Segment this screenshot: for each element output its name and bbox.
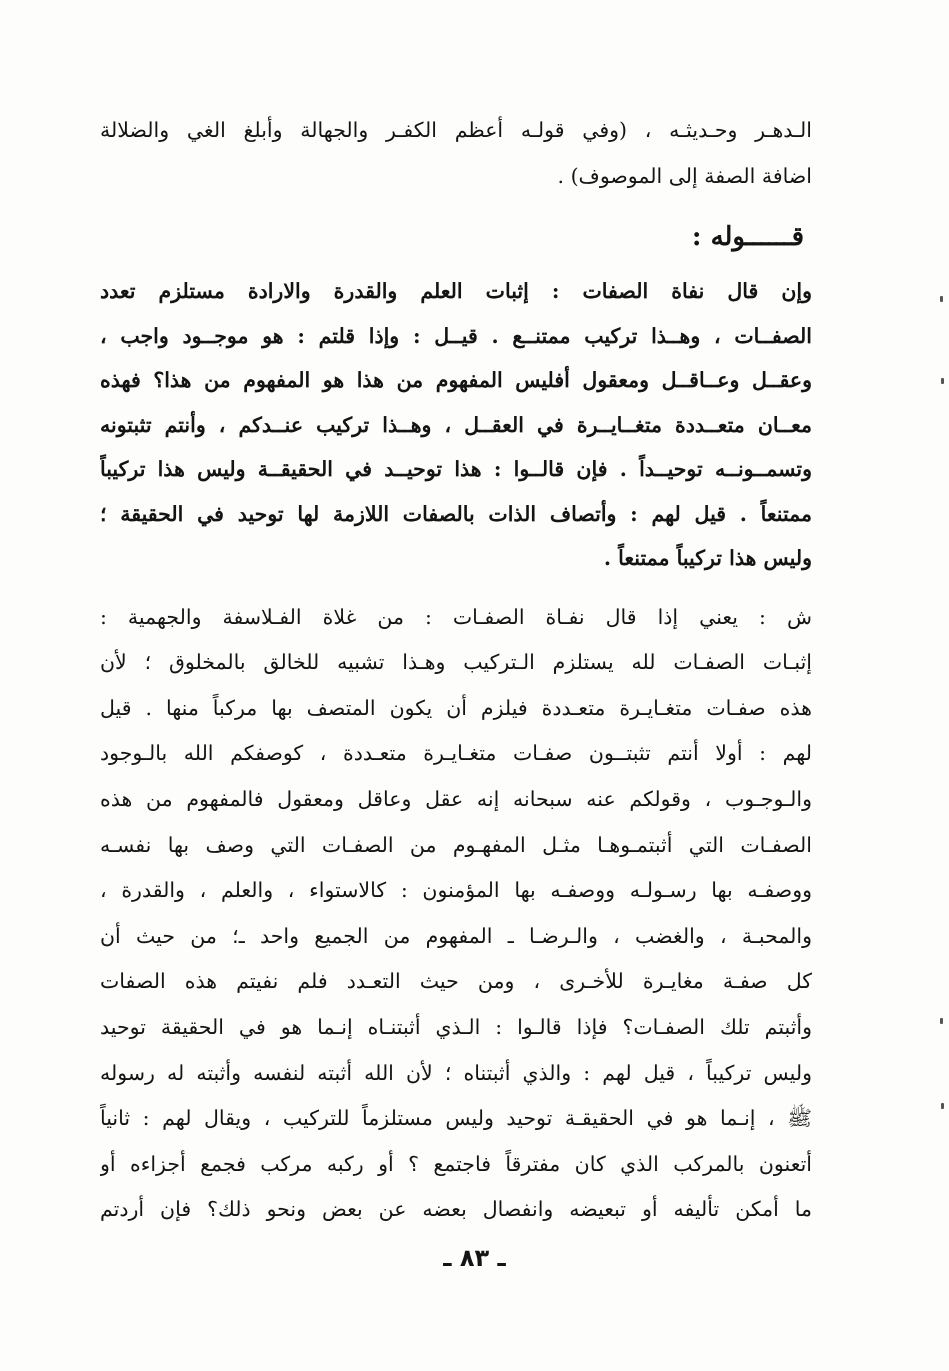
margin-mark: [941, 1103, 944, 1109]
text-line: والمحبـة ، والغضب ، والـرضـا ـ المفهوم من الجميع واحد ـ؛ من حيث أن: [100, 923, 812, 948]
text-line: ما أمكن تأليفه أو تبعيضه وانفصال بعضه عن بعض ونحو ذلك؟ فإن أردتم: [100, 1197, 812, 1222]
text-line: كل صفـة مغايـرة للأخـرى ، ومن حيث التعـدد فلم نفيتم هذه الصفات: [100, 969, 812, 994]
text-line: وإن قال نفاة الصفات : إثبات العلم والقدرة والارادة مستلزم تعدد: [100, 279, 812, 304]
section-heading: قــــــوله :: [691, 222, 804, 253]
margin-mark: [941, 378, 944, 384]
text-line: هذه صفـات متغـايـرة متعـددة فيلزم أن يكون المتصف بها مركباً منها . قيل: [100, 695, 812, 720]
page-number: ـ ٨٣ ـ: [443, 1244, 506, 1272]
margin-mark: [940, 296, 943, 302]
margin-mark: [940, 1018, 943, 1024]
text-line: وليس هذا تركيباً ممتنعاً .: [603, 546, 812, 571]
text-line: اضافة الصفة إلى الموصوف) .: [557, 163, 812, 188]
text-line: وتسمــونــه توحيــداً . فإن قالــوا : هذا توحيــد في الحقيقــة وليس هذا تركيباً: [100, 457, 812, 482]
text-line: وعقــل وعــاقــل ومعقول أفليس المفهوم من هذا هو المفهوم من هذا؟ فهذه: [100, 368, 812, 393]
text-line: أتعنون بالمركب الذي كان مفترقاً فاجتمع ؟ أو ركبه مركب فجمع أجزاءه أو: [100, 1151, 812, 1176]
commentary-paragraph: [100, 595, 812, 1233]
text-line: ممتنعاً . قيل لهم : وأتصاف الذات بالصفات اللازمة لها توحيد في الحقيقة ؛: [100, 501, 812, 526]
text-line: الصفــات ، وهــذا تركيب ممتنــع . قيــل : وإذا قلتم : هو موجــود واجب ،: [100, 323, 812, 348]
text-line: والـوجـوب ، وقولكم عنه سبحانه إنه عقل وعاقل ومعقول فالمفهوم من هذه: [100, 787, 812, 812]
opening-paragraph: [100, 108, 812, 199]
text-line: ووصفـه بها رسـولـه ووصفـه بها المؤمنون : كالاستواء ، والعلم ، والقدرة ،: [100, 878, 812, 903]
text-line: الصفـات التي أثبتمـوهـا مثـل المفهـوم من الصفـات التي وصف بها نفسـه: [100, 832, 812, 857]
text-line: وليس تركيباً ، قيل لهم : والذي أثبتناه ؛ لأن الله أثبته لنفسه وأثبته له رسوله: [100, 1060, 812, 1085]
text-line: إثبـات الصفـات لله يستلزم الـتركيب وهـذا تشبيه للخالق بالمخلوق ؛ لأن: [100, 650, 812, 675]
text-line: الـدهـر وحـديثـه ، (وفي قولـه أعظم الكفـر والجهالة وأبلغ الغي والضلالة: [100, 118, 812, 142]
text-line: ﷺ ، إنـما هو في الحقيقـة توحيد وليس مستلزماً للتركيب ، ويقال لهم : ثانياً: [100, 1106, 812, 1131]
text-line: ش : يعني إذا قال نفـاة الصفـات : من غلاة الفـلاسفة والجهمية :: [100, 604, 812, 629]
text-line: لهم : أولا أنتم تثبتــون صفـات متغـايـرة متعـددة ، كوصفكم الله بالـوجود: [100, 741, 812, 766]
text-line: وأثبتم تلك الصفـات؟ فإذا قالـوا : الـذي أثبتنـاه إنـما هو في الحقيقة توحيد: [100, 1015, 812, 1040]
quoted-text: [100, 269, 812, 581]
page-body: [100, 108, 812, 1233]
text-line: معــان متعــددة متغــايــرة في العقــل ، وهــذا تركيب عنــدكم ، وأنتم تثبتونه: [100, 412, 812, 437]
